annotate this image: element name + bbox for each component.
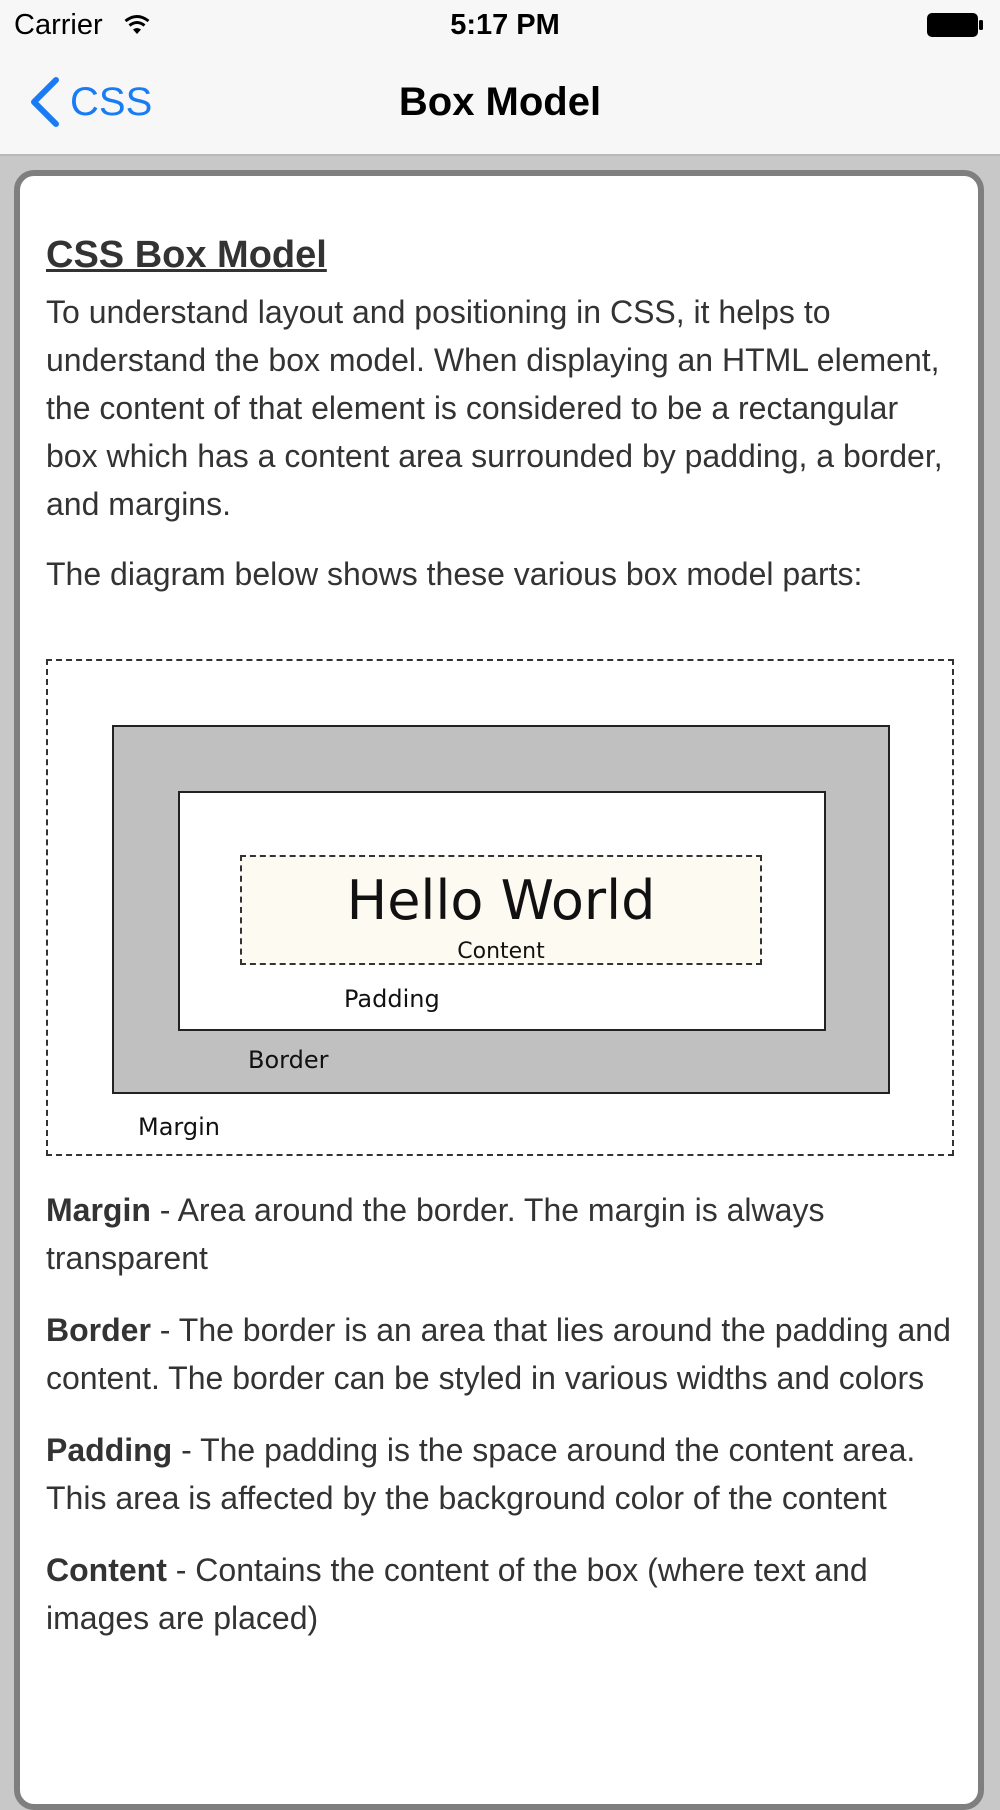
- definition-term: Content: [46, 1552, 167, 1588]
- definition-list: [46, 1186, 956, 1666]
- definition-term: Border: [46, 1312, 151, 1348]
- definition-padding: [46, 1426, 956, 1522]
- article-body: [46, 232, 956, 598]
- box-model-diagram: [46, 659, 954, 1156]
- padding-region: [178, 791, 826, 1031]
- definition-term: Margin: [46, 1192, 151, 1228]
- hello-world-text: Hello World: [346, 869, 656, 932]
- definition-text: - The padding is the space around the content area. This area is affected by the background color of the content: [46, 1432, 916, 1516]
- diagram-intro-paragraph: The diagram below shows these various box model parts:: [46, 556, 863, 592]
- back-label: CSS: [70, 79, 153, 124]
- border-region: [112, 725, 890, 1094]
- intro-paragraph: To understand layout and positioning in CSS, it helps to understand the box model. When displaying an HTML element, the content of that element is considered to be a rectangular box which has a content area surrounded by padding, a border, and margins.: [46, 294, 943, 522]
- definition-margin: [46, 1186, 956, 1282]
- article-heading: CSS Box Model: [46, 234, 327, 276]
- definition-text: - Area around the border. The margin is always transparent: [46, 1192, 825, 1276]
- content-region: [240, 855, 762, 965]
- margin-label: Margin: [138, 1113, 220, 1141]
- definition-border: [46, 1306, 956, 1402]
- status-time: 5:17 PM: [450, 9, 560, 41]
- definition-text: - The border is an area that lies around the padding and content. The border can be styled in various widths and colors: [46, 1312, 951, 1396]
- definition-term: Padding: [46, 1432, 173, 1468]
- definition-content: [46, 1546, 956, 1642]
- battery-icon: [926, 12, 984, 38]
- status-bar: [0, 0, 1000, 52]
- border-label: Border: [248, 1046, 329, 1074]
- navigation-bar: [0, 52, 1000, 156]
- carrier-label: Carrier: [14, 9, 103, 41]
- content-label: Content: [457, 939, 545, 964]
- page-title: Box Model: [398, 80, 602, 124]
- definition-text: - Contains the content of the box (where text and images are placed): [46, 1552, 868, 1636]
- padding-label: Padding: [344, 985, 440, 1013]
